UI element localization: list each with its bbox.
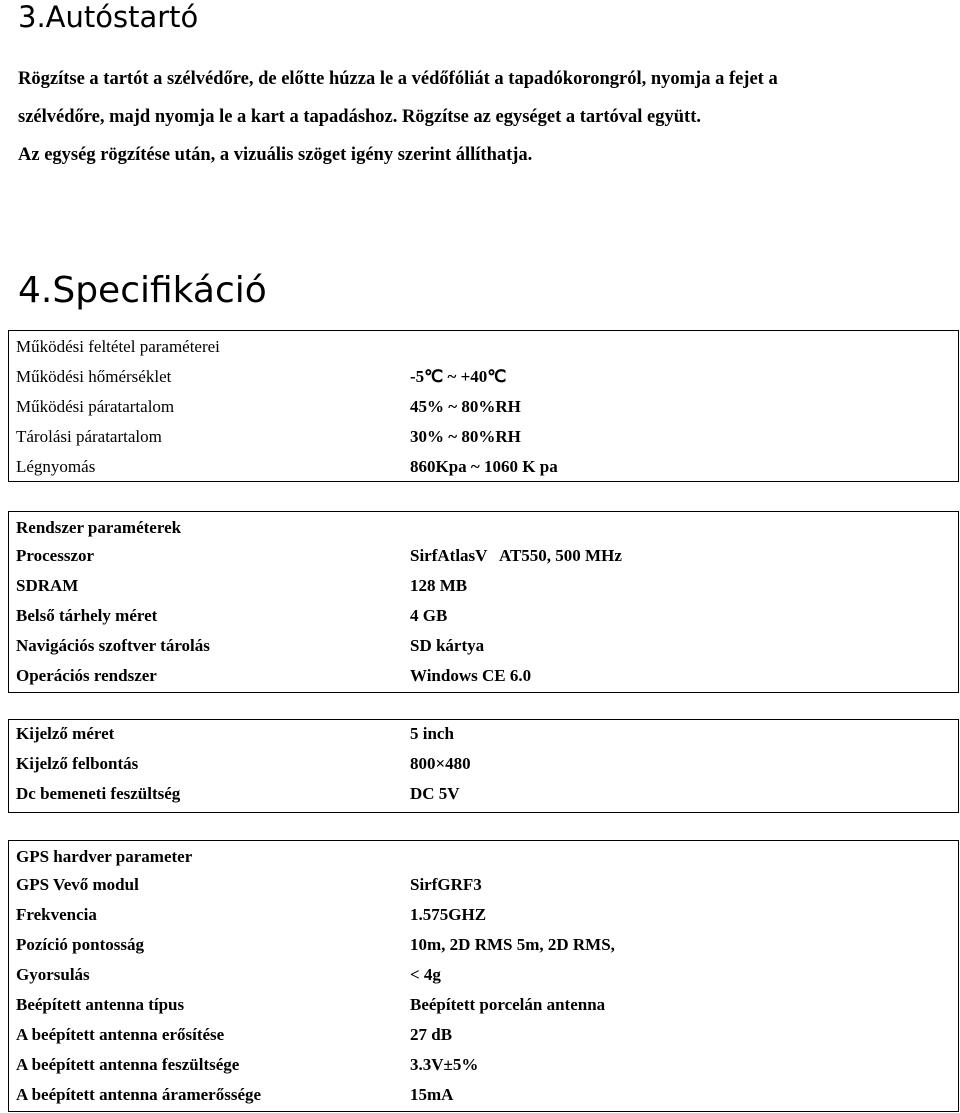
table-row	[9, 1081, 958, 1111]
row-label: Tárolási páratartalom	[16, 427, 162, 446]
section-4-title: 4.Specifikáció	[18, 270, 267, 311]
table-row	[9, 602, 958, 632]
table-row	[9, 931, 958, 961]
row-value: 4 GB	[410, 606, 448, 625]
table-row	[9, 423, 958, 453]
row-label: Légnyomás	[16, 457, 96, 476]
row-label: A beépített antenna erősítése	[16, 1025, 225, 1044]
row-label: Gyorsulás	[16, 965, 90, 984]
row-label: Navigációs szoftver tárolás	[16, 636, 210, 655]
section-3-title: 3.Autóstartó	[18, 0, 199, 34]
row-label: Processzor	[16, 546, 95, 565]
row-value: Windows CE 6.0	[410, 666, 532, 685]
row-label: Operációs rendszer	[16, 666, 157, 685]
table-row	[9, 1021, 958, 1051]
row-value: SirfAtlasV AT550, 500 MHz	[410, 546, 622, 565]
row-label: Dc bemeneti feszültség	[16, 784, 181, 803]
table-row	[9, 542, 958, 572]
row-label: Frekvencia	[16, 905, 97, 924]
table-row	[9, 572, 958, 602]
table-row	[9, 393, 958, 423]
table-header-row	[9, 512, 958, 542]
operating-conditions-table	[8, 330, 959, 482]
row-value: 1.575GHZ	[410, 905, 487, 924]
row-value: 128 MB	[410, 576, 468, 595]
table-row	[9, 750, 958, 780]
table-row	[9, 632, 958, 662]
row-label: Kijelző felbontás	[16, 754, 139, 773]
table-row	[9, 453, 958, 483]
row-value: SirfGRF3	[410, 875, 482, 894]
row-value: < 4g	[410, 965, 441, 984]
table-row	[9, 871, 958, 901]
table-row	[9, 1051, 958, 1081]
row-value: 30% ~ 80%RH	[410, 427, 521, 446]
table-row	[9, 363, 958, 393]
table-header: GPS hardver parameter	[16, 847, 193, 866]
row-value: 10m, 2D RMS 5m, 2D RMS,	[410, 935, 615, 954]
row-value: 5 inch	[410, 724, 454, 743]
table-row	[9, 780, 958, 810]
row-value: 860Kpa ~ 1060 K pa	[410, 457, 558, 476]
table-row	[9, 901, 958, 931]
display-parameters-table	[8, 719, 959, 813]
row-label: GPS Vevő modul	[16, 875, 139, 894]
row-value: 15mA	[410, 1085, 454, 1104]
table-row	[9, 662, 958, 692]
row-label: Beépített antenna típus	[16, 995, 185, 1014]
row-value: DC 5V	[410, 784, 460, 803]
mounting-instructions	[18, 60, 948, 174]
table-row	[9, 720, 958, 750]
instruction-line: Rögzítse a tartót a szélvédőre, de előtte húzza le a védőfóliát a tapadókorongról, nyomja a fejet a	[18, 69, 778, 89]
row-label: A beépített antenna feszültsége	[16, 1055, 240, 1074]
table-row	[9, 961, 958, 991]
row-label: SDRAM	[16, 576, 79, 595]
row-label: Működési páratartalom	[16, 397, 175, 416]
row-label: Működési hőmérséklet	[16, 367, 172, 386]
system-parameters-table	[8, 511, 959, 693]
row-label: Belső tárhely méret	[16, 606, 158, 625]
gps-hardware-table	[8, 840, 959, 1112]
instruction-line: Az egység rögzítése után, a vizuális szöget igény szerint állíthatja.	[18, 145, 533, 165]
table-header-row	[9, 331, 958, 363]
row-value: 3.3V±5%	[410, 1055, 479, 1074]
table-header: Működési feltétel paraméterei	[16, 337, 220, 356]
row-value: SD kártya	[410, 636, 485, 655]
row-value: Beépített porcelán antenna	[410, 995, 606, 1014]
row-value: -5℃ ~ +40℃	[410, 367, 507, 386]
row-label: Kijelző méret	[16, 724, 115, 743]
row-value: 800×480	[410, 754, 471, 773]
row-label: A beépített antenna áramerőssége	[16, 1085, 262, 1104]
table-header-row	[9, 841, 958, 871]
table-row	[9, 991, 958, 1021]
table-header: Rendszer paraméterek	[16, 518, 182, 537]
row-value: 45% ~ 80%RH	[410, 397, 521, 416]
instruction-line: szélvédőre, majd nyomja le a kart a tapadáshoz. Rögzítse az egységet a tartóval együtt.	[18, 107, 702, 127]
row-value: 27 dB	[410, 1025, 453, 1044]
row-label: Pozíció pontosság	[16, 935, 144, 954]
